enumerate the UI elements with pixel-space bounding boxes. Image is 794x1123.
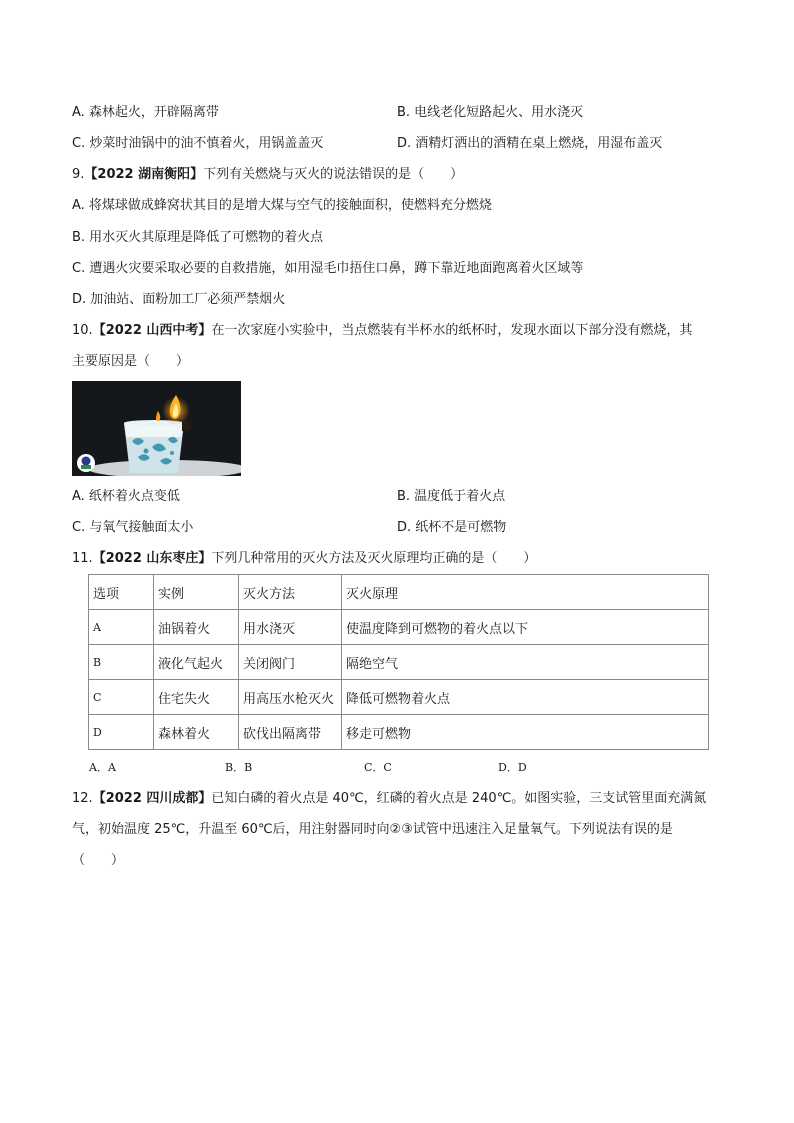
table-header-cell: 实例 xyxy=(154,575,239,610)
q9-option-b: B. 用水灭火其原理是降低了可燃物的着火点 xyxy=(72,230,324,245)
table-header-cell: 选项 xyxy=(89,575,154,610)
q11-number: 11. xyxy=(72,551,93,566)
table-row xyxy=(89,680,709,715)
q11-source: 【2022 山东枣庄】 xyxy=(92,551,212,566)
table-cell: 关闭阀门 xyxy=(239,645,342,680)
q9-option-d: D. 加油站、面粉加工厂必须严禁烟火 xyxy=(72,292,286,307)
burning-paper-cup-photo xyxy=(72,381,241,476)
table-row xyxy=(89,645,709,680)
q9-source: 【2022 湖南衡阳】 xyxy=(84,167,204,182)
q10-number: 10. xyxy=(72,323,93,338)
table-cell: A xyxy=(89,610,154,645)
q10-option-d: D. 纸杯不是可燃物 xyxy=(397,520,507,535)
q11-answer-a: A．A xyxy=(89,761,116,774)
q11-answer-c: C．C xyxy=(364,761,392,774)
table-cell: 油锅着火 xyxy=(154,610,239,645)
q11-stem-text: 下列几种常用的灭火方法及灭火原理均正确的是（ ） xyxy=(211,551,537,566)
table-cell: 砍伐出隔离带 xyxy=(239,715,342,750)
table-header-cell: 灭火方法 xyxy=(239,575,342,610)
q9-number: 9. xyxy=(72,167,85,182)
q12-stem xyxy=(72,790,706,808)
q12-stem-text-1: 已知白磷的着火点是 40℃，红磷的着火点是 240℃。如图实验，三支试管里面充满氮 xyxy=(211,791,707,806)
q10-option-a: A. 纸杯着火点变低 xyxy=(72,489,180,504)
table-row xyxy=(89,715,709,750)
q10-source: 【2022 山西中考】 xyxy=(92,323,212,338)
table-cell: 移走可燃物 xyxy=(342,715,709,750)
q9-option-c: C. 遭遇火灾要采取必要的自救措施，如用湿毛巾捂住口鼻，蹲下靠近地面跑离着火区域等 xyxy=(72,261,584,276)
table-header-row xyxy=(89,575,709,610)
q8-option-a: A. 森林起火，开辟隔离带 xyxy=(72,105,219,120)
q11-stem xyxy=(72,550,536,568)
q12-stem-line-3: （ ） xyxy=(72,853,125,868)
q12-number: 12. xyxy=(72,791,93,806)
paper-cup-illustration xyxy=(72,381,241,476)
q12-source: 【2022 四川成都】 xyxy=(92,791,212,806)
q10-option-b: B. 温度低于着火点 xyxy=(397,489,506,504)
q9-stem-text: 下列有关燃烧与灭火的说法错误的是（ ） xyxy=(203,167,464,182)
table-cell: 森林着火 xyxy=(154,715,239,750)
table-cell: C xyxy=(89,680,154,715)
q10-stem-line-2: 主要原因是（ ） xyxy=(72,354,190,369)
q11-options-table xyxy=(88,574,709,750)
table-row xyxy=(89,610,709,645)
table-cell: 隔绝空气 xyxy=(342,645,709,680)
table-cell: 住宅失火 xyxy=(154,680,239,715)
table-cell: 用水浇灭 xyxy=(239,610,342,645)
q8-option-c: C. 炒菜时油锅中的油不慎着火，用锅盖盖灭 xyxy=(72,136,324,151)
table-cell: 用高压水枪灭火 xyxy=(239,680,342,715)
q11-answer-b: B．B xyxy=(225,761,253,774)
q10-stem xyxy=(72,322,692,340)
table-cell: 降低可燃物着火点 xyxy=(342,680,709,715)
q11-answer-d: D．D xyxy=(498,761,527,774)
table-cell: D xyxy=(89,715,154,750)
q8-option-b: B. 电线老化短路起火、用水浇灭 xyxy=(397,105,584,120)
q12-stem-line-2: 气，初始温度 25℃，升温至 60℃后，用注射器同时向②③试管中迅速注入足量氧气。下列说法有误的是 xyxy=(72,822,673,837)
q9-option-a: A. 将煤球做成蜂窝状其目的是增大煤与空气的接触面积，使燃料充分燃烧 xyxy=(72,198,492,213)
table-cell: 使温度降到可燃物的着火点以下 xyxy=(342,610,709,645)
q10-stem-text-1: 在一次家庭小实验中，当点燃装有半杯水的纸杯时，发现水面以下部分没有燃烧，其 xyxy=(211,323,693,338)
table-header-cell: 灭火原理 xyxy=(342,575,709,610)
q8-option-d: D. 酒精灯洒出的酒精在桌上燃烧，用湿布盖灭 xyxy=(397,136,663,151)
q10-option-c: C. 与氧气接触面太小 xyxy=(72,520,194,535)
q9-stem xyxy=(72,166,463,184)
table-cell: 液化气起火 xyxy=(154,645,239,680)
table-cell: B xyxy=(89,645,154,680)
